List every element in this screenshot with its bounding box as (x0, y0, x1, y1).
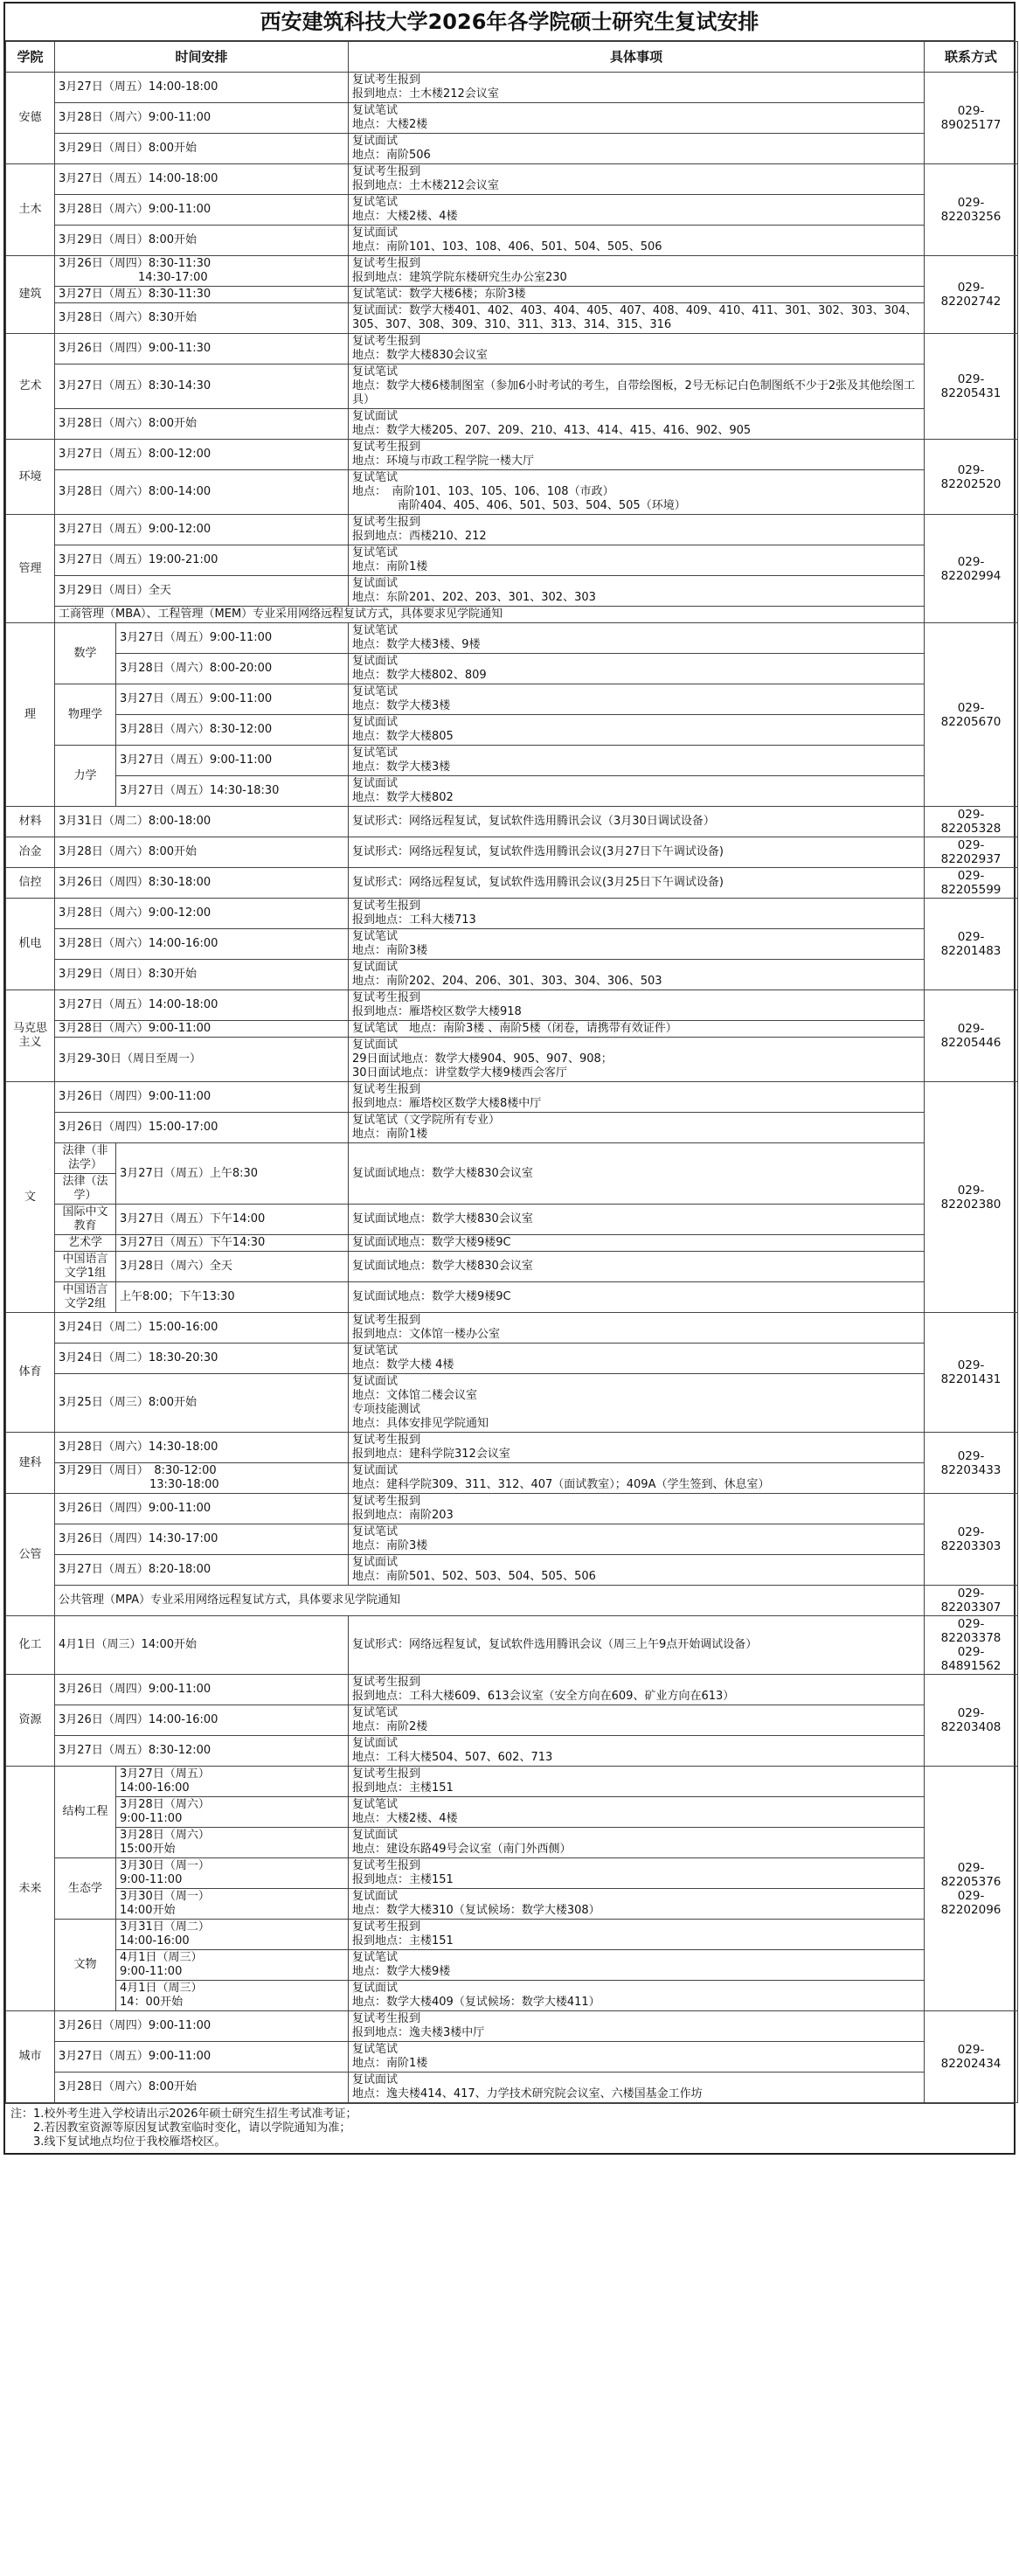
table-row (6, 1675, 1018, 1705)
time-cell: 3月28日（周六）8:00开始 (55, 409, 349, 440)
college-name: 建筑 (6, 256, 55, 334)
table-row (6, 1736, 1018, 1767)
detail-cell: 复试考生报到 报到地点：逸夫楼3楼中厅 (349, 2011, 925, 2042)
table-row (6, 1524, 1018, 1555)
college-name: 机电 (6, 899, 55, 990)
table-row (6, 807, 1018, 837)
major-name: 生态学 (55, 1858, 116, 1920)
college-note-phone: 029-82203307 (925, 1586, 1018, 1616)
time-cell: 3月27日（周五）14:30-18:30 (116, 776, 349, 807)
table-row (6, 287, 1018, 303)
college-name: 信控 (6, 868, 55, 899)
table-row (6, 1981, 1018, 2011)
table-row (6, 164, 1018, 195)
table-row (6, 1038, 1018, 1082)
detail-cell: 复试形式：网络远程复试，复试软件选用腾讯会议（周三上午9点开始调试设备） (349, 1616, 925, 1675)
time-cell: 3月26日（周四）8:30-11:30 14:30-17:00 (55, 256, 349, 287)
time-cell: 3月28日（周六） 9:00-11:00 (116, 1797, 349, 1828)
detail-cell: 复试面试 地点：数学大楼802、809 (349, 654, 925, 684)
major-name: 法律（非法学） (55, 1143, 116, 1174)
table-row (6, 715, 1018, 746)
major-name: 数学 (55, 623, 116, 684)
detail-cell: 复试面试 地点：东阶201、202、203、301、302、303 (349, 576, 925, 607)
schedule-table (5, 41, 1018, 2103)
table-row (6, 226, 1018, 256)
time-cell: 3月27日（周五）9:00-11:00 (116, 746, 349, 776)
detail-cell: 复试笔试 地点：南阶1楼 (349, 545, 925, 576)
table-row (6, 515, 1018, 545)
detail-cell: 复试笔试 地点：大楼2楼 (349, 103, 925, 134)
major-name: 物理学 (55, 684, 116, 746)
table-row (6, 134, 1018, 164)
time-cell: 3月27日（周五）9:00-12:00 (55, 515, 349, 545)
detail-cell: 复试面试 地点：建科学院309、311、312、407（面试教室）；409A（学生签到、休息室） (349, 1463, 925, 1494)
time-cell: 3月24日（周二）18:30-20:30 (55, 1344, 349, 1374)
table-row (6, 1082, 1018, 1113)
college-note: 公共管理（MPA）专业采用网络远程复试方式，具体要求见学院通知 (55, 1586, 925, 1616)
time-cell: 3月25日（周三）8:00开始 (55, 1374, 349, 1433)
detail-cell: 复试笔试 地点：数学大楼3楼 (349, 746, 925, 776)
time-cell: 3月28日（周六）9:00-11:00 (55, 103, 349, 134)
college-name: 艺术 (6, 334, 55, 440)
detail-cell: 复试面试 地点：南阶101、103、108、406、501、504、505、506 (349, 226, 925, 256)
table-row (6, 1705, 1018, 1736)
college-phone: 029-89025177 (925, 73, 1018, 164)
table-row (6, 1920, 1018, 1950)
college-name: 建科 (6, 1433, 55, 1494)
table-row (6, 440, 1018, 470)
time-cell: 3月26日（周四）9:00-11:30 (55, 334, 349, 365)
detail-cell: 复试笔试 地点：数学大楼3楼、9楼 (349, 623, 925, 654)
table-row (6, 545, 1018, 576)
college-name: 材料 (6, 807, 55, 837)
college-name: 冶金 (6, 837, 55, 868)
detail-cell: 复试笔试 地点：大楼2楼、4楼 (349, 195, 925, 226)
time-cell: 3月28日（周六）9:00-12:00 (55, 899, 349, 929)
table-row (6, 1828, 1018, 1858)
time-cell: 3月27日（周五）下午14:30 (116, 1235, 349, 1252)
detail-cell: 复试考生报到 报到地点：南阶203 (349, 1494, 925, 1524)
time-cell: 3月26日（周四）9:00-11:00 (55, 1082, 349, 1113)
header-row (6, 42, 1018, 73)
time-cell: 3月26日（周四）14:30-17:00 (55, 1524, 349, 1555)
table-row (6, 929, 1018, 960)
time-cell: 3月27日（周五）下午14:00 (116, 1205, 349, 1235)
detail-cell: 复试面试 地点：南阶506 (349, 134, 925, 164)
header-detail: 具体事项 (349, 42, 925, 73)
page-title: 西安建筑科技大学2026年各学院硕士研究生复试安排 (5, 3, 1014, 41)
detail-cell: 复试面试地点：数学大楼830会议室 (349, 1252, 925, 1282)
time-cell: 3月28日（周六）8:00开始 (55, 837, 349, 868)
time-cell: 3月28日（周六）8:00开始 (55, 2073, 349, 2103)
table-row (6, 103, 1018, 134)
college-name: 环境 (6, 440, 55, 515)
time-cell: 3月27日（周五）14:00-18:00 (55, 164, 349, 195)
table-row (6, 1313, 1018, 1344)
college-phone: 029-82205446 (925, 990, 1018, 1082)
footnotes: 注：1.校外考生进入学校请出示2026年硕士研究生招生考试准考证； 2.若因教室资源等原因复试教室临时变化，请以学院通知为准； 3.线下复试地点均位于我校雁塔校区。 (5, 2103, 1014, 2153)
detail-cell: 复试考生报到 报到地点：雁塔校区数学大楼8楼中厅 (349, 1082, 925, 1113)
detail-cell: 复试形式：网络远程复试，复试软件选用腾讯会议(3月27日下午调试设备) (349, 837, 925, 868)
major-name: 中国语言文学1组 (55, 1252, 116, 1282)
college-phone: 029-82205670 (925, 623, 1018, 807)
detail-cell: 复试形式：网络远程复试，复试软件选用腾讯会议（3月30日调试设备） (349, 807, 925, 837)
detail-cell: 复试笔试 地点：数学大楼3楼 (349, 684, 925, 715)
college-phone: 029-82202742 (925, 256, 1018, 334)
detail-cell: 复试面试地点：数学大楼830会议室 (349, 1143, 925, 1205)
time-cell: 3月26日（周四）8:30-18:00 (55, 868, 349, 899)
detail-cell: 复试面试 地点：数学大楼802 (349, 776, 925, 807)
table-row (6, 1235, 1018, 1252)
college-phone: 029-82203378 029-84891562 (925, 1616, 1018, 1675)
time-cell: 4月1日（周三） 14：00开始 (116, 1981, 349, 2011)
table-row (6, 1205, 1018, 1235)
time-cell: 3月28日（周六）8:30开始 (55, 303, 349, 334)
time-cell: 3月28日（周六）9:00-11:00 (55, 1021, 349, 1038)
time-cell: 3月28日（周六）14:30-18:00 (55, 1433, 349, 1463)
table-row (6, 1586, 1018, 1616)
time-cell: 3月28日（周六）8:00-20:00 (116, 654, 349, 684)
detail-cell: 复试笔试 地点：南阶2楼 (349, 1705, 925, 1736)
college-name: 城市 (6, 2011, 55, 2103)
college-name: 管理 (6, 515, 55, 623)
detail-cell: 复试笔试 地点：数学大楼 4楼 (349, 1344, 925, 1374)
time-cell: 3月26日（周四）9:00-11:00 (55, 1675, 349, 1705)
major-name: 中国语言文学2组 (55, 1282, 116, 1313)
table-row (6, 576, 1018, 607)
college-phone: 029-82205599 (925, 868, 1018, 899)
college-name: 文 (6, 1082, 55, 1313)
major-name: 艺术学 (55, 1235, 116, 1252)
table-row (6, 256, 1018, 287)
detail-cell: 复试考生报到 报到地点：主楼151 (349, 1858, 925, 1889)
time-cell: 4月1日（周三）14:00开始 (55, 1616, 349, 1675)
detail-cell: 复试面试 地点：南阶202、204、206、301、303、304、306、503 (349, 960, 925, 990)
table-row (6, 1021, 1018, 1038)
table-row (6, 365, 1018, 409)
time-cell: 3月28日（周六）14:00-16:00 (55, 929, 349, 960)
table-row (6, 868, 1018, 899)
time-cell: 3月27日（周五）8:30-14:30 (55, 365, 349, 409)
detail-cell: 复试面试地点：数学大楼9楼9C (349, 1235, 925, 1252)
time-cell: 3月29日（周日）全天 (55, 576, 349, 607)
college-name: 马克思 主义 (6, 990, 55, 1082)
college-phone: 029-82203408 (925, 1675, 1018, 1767)
time-cell: 3月27日（周五）8:30-11:30 (55, 287, 349, 303)
table-row (6, 1950, 1018, 1981)
time-cell: 3月29日（周日） 8:30-12:00 13:30-18:00 (55, 1463, 349, 1494)
detail-cell: 复试笔试 地点：南阶1楼 (349, 2042, 925, 2073)
detail-cell: 复试考生报到 报到地点：建筑学院东楼研究生办公室230 (349, 256, 925, 287)
college-name: 资源 (6, 1675, 55, 1767)
major-name: 力学 (55, 746, 116, 807)
table-row (6, 607, 1018, 623)
table-row (6, 195, 1018, 226)
header-college: 学院 (6, 42, 55, 73)
detail-cell: 复试考生报到 报到地点：雁塔校区数学大楼918 (349, 990, 925, 1021)
college-name: 土木 (6, 164, 55, 256)
detail-cell: 复试考生报到 报到地点：工科大楼713 (349, 899, 925, 929)
detail-cell: 复试面试 地点：工科大楼504、507、602、713 (349, 1736, 925, 1767)
header-contact: 联系方式 (925, 42, 1018, 73)
detail-cell: 复试考生报到 报到地点：工科大楼609、613会议室（安全方向在609、矿业方向在613） (349, 1675, 925, 1705)
time-cell: 3月27日（周五）8:20-18:00 (55, 1555, 349, 1586)
table-row (6, 837, 1018, 868)
table-row (6, 303, 1018, 334)
major-name: 法律（法学） (55, 1174, 116, 1205)
table-row (6, 684, 1018, 715)
table-row (6, 1616, 1018, 1675)
college-phone: 029-82205328 (925, 807, 1018, 837)
time-cell: 上午8:00；下午13:30 (116, 1282, 349, 1313)
college-name: 理 (6, 623, 55, 807)
time-cell: 3月29日（周日）8:30开始 (55, 960, 349, 990)
detail-cell: 复试面试地点：数学大楼9楼9C (349, 1282, 925, 1313)
time-cell: 3月27日（周五）14:00-18:00 (55, 990, 349, 1021)
college-phone: 029-82203433 (925, 1433, 1018, 1494)
time-cell: 3月29日（周日）8:00开始 (55, 134, 349, 164)
detail-cell: 复试面试 地点：建设东路49号会议室（南门外西侧） (349, 1828, 925, 1858)
time-cell: 3月28日（周六） 15:00开始 (116, 1828, 349, 1858)
table-row (6, 1143, 1018, 1174)
table-row (6, 2042, 1018, 2073)
detail-cell: 复试笔试 地点：南阶3楼 (349, 1524, 925, 1555)
college-note: 工商管理（MBA）、工程管理（MEM）专业采用网络远程复试方式，具体要求见学院通知 (55, 607, 925, 623)
time-cell: 3月27日（周五）9:00-11:00 (55, 2042, 349, 2073)
schedule-sheet (3, 2, 1016, 2155)
detail-cell: 复试面试 地点：数学大楼805 (349, 715, 925, 746)
college-phone: 029-82201483 (925, 899, 1018, 990)
table-row (6, 746, 1018, 776)
time-cell: 3月28日（周六）9:00-11:00 (55, 195, 349, 226)
time-cell: 3月30日（周一） 14:00开始 (116, 1889, 349, 1920)
table-row (6, 334, 1018, 365)
detail-cell: 复试考生报到 地点：环境与市政工程学院一楼大厅 (349, 440, 925, 470)
time-cell: 3月26日（周四）9:00-11:00 (55, 2011, 349, 2042)
major-name: 结构工程 (55, 1767, 116, 1858)
time-cell: 3月27日（周五）9:00-11:00 (116, 623, 349, 654)
time-cell: 3月24日（周二）15:00-16:00 (55, 1313, 349, 1344)
detail-cell: 复试笔试 地点：南阶3楼 (349, 929, 925, 960)
table-row (6, 1463, 1018, 1494)
table-row (6, 776, 1018, 807)
detail-cell: 复试笔试：数学大楼6楼；东阶3楼 (349, 287, 925, 303)
detail-cell: 复试考生报到 报到地点：文体馆一楼办公室 (349, 1313, 925, 1344)
college-name: 安德 (6, 73, 55, 164)
college-name: 公管 (6, 1494, 55, 1616)
header-time: 时间安排 (55, 42, 349, 73)
college-phone: 029-82202380 (925, 1082, 1018, 1313)
detail-cell: 复试形式：网络远程复试，复试软件选用腾讯会议(3月25日下午调试设备) (349, 868, 925, 899)
time-cell: 3月26日（周四）15:00-17:00 (55, 1113, 349, 1143)
table-row (6, 1555, 1018, 1586)
detail-cell: 复试面试 地点：数学大楼409（复试候场：数学大楼411） (349, 1981, 925, 2011)
schedule-body (6, 73, 1018, 2103)
time-cell: 3月26日（周四）9:00-11:00 (55, 1494, 349, 1524)
detail-cell: 复试考生报到 地点：数学大楼830会议室 (349, 334, 925, 365)
table-row (6, 1433, 1018, 1463)
detail-cell: 复试面试 地点：逸夫楼414、417、力学技术研究院会议室、六楼国基金工作坊 (349, 2073, 925, 2103)
college-name: 体育 (6, 1313, 55, 1433)
time-cell: 3月28日（周六）全天 (116, 1252, 349, 1282)
table-row (6, 623, 1018, 654)
table-row (6, 1767, 1018, 1797)
table-row (6, 1858, 1018, 1889)
detail-cell: 复试面试：数学大楼401、402、403、404、405、407、408、409、410、411、301、302、303、304、305、307、308、309、310、311、313、314、315、316 (349, 303, 925, 334)
detail-cell: 复试面试 地点：文体馆二楼会议室 专项技能测试 地点：具体安排见学院通知 (349, 1374, 925, 1433)
table-row (6, 1889, 1018, 1920)
detail-cell: 复试笔试（文学院所有专业） 地点：南阶1楼 (349, 1113, 925, 1143)
table-row (6, 1374, 1018, 1433)
major-name: 文物 (55, 1920, 116, 2011)
college-phone: 029-82201431 (925, 1313, 1018, 1433)
table-row (6, 409, 1018, 440)
detail-cell: 复试考生报到 报到地点：土木楼212会议室 (349, 164, 925, 195)
time-cell: 3月28日（周六）8:30-12:00 (116, 715, 349, 746)
time-cell: 3月31日（周二）8:00-18:00 (55, 807, 349, 837)
table-row (6, 960, 1018, 990)
time-cell: 3月29日（周日）8:00开始 (55, 226, 349, 256)
table-row (6, 990, 1018, 1021)
time-cell: 3月27日（周五）8:30-12:00 (55, 1736, 349, 1767)
time-cell: 3月27日（周五） 14:00-16:00 (116, 1767, 349, 1797)
detail-cell: 复试面试 29日面试地点：数学大楼904、905、907、908； 30日面试地点：讲堂数学大楼9楼西会客厅 (349, 1038, 925, 1082)
college-phone: 029-82202434 (925, 2011, 1018, 2103)
college-phone: 029-82202937 (925, 837, 1018, 868)
time-cell: 3月27日（周五）14:00-18:00 (55, 73, 349, 103)
time-cell: 3月29-30日（周日至周一） (55, 1038, 349, 1082)
table-row (6, 1252, 1018, 1282)
college-phone: 029-82203256 (925, 164, 1018, 256)
college-name: 未来 (6, 1767, 55, 2011)
detail-cell: 复试考生报到 报到地点：主楼151 (349, 1767, 925, 1797)
detail-cell: 复试考生报到 报到地点：主楼151 (349, 1920, 925, 1950)
detail-cell: 复试面试 地点：南阶501、502、503、504、505、506 (349, 1555, 925, 1586)
time-cell: 4月1日（周三） 9:00-11:00 (116, 1950, 349, 1981)
time-cell: 3月31日（周二） 14:00-16:00 (116, 1920, 349, 1950)
detail-cell: 复试笔试 地点：数学大楼9楼 (349, 1950, 925, 1981)
college-phone: 029-82202520 (925, 440, 1018, 515)
time-cell: 3月26日（周四）14:00-16:00 (55, 1705, 349, 1736)
time-cell: 3月30日（周一） 9:00-11:00 (116, 1858, 349, 1889)
college-phone: 029-82205376 029-82202096 (925, 1767, 1018, 2011)
time-cell: 3月27日（周五）上午8:30 (116, 1143, 349, 1205)
detail-cell: 复试考生报到 报到地点：土木楼212会议室 (349, 73, 925, 103)
detail-cell: 复试笔试 地点： 南阶101、103、105、106、108（市政） 南阶404、405、406、501、503、504、505（环境） (349, 470, 925, 515)
table-row (6, 899, 1018, 929)
table-row (6, 1344, 1018, 1374)
college-phone: 029-82203303 (925, 1494, 1018, 1586)
time-cell: 3月27日（周五）19:00-21:00 (55, 545, 349, 576)
detail-cell: 复试面试地点：数学大楼830会议室 (349, 1205, 925, 1235)
major-name: 国际中文教育 (55, 1205, 116, 1235)
college-phone: 029-82202994 (925, 515, 1018, 623)
detail-cell: 复试考生报到 报到地点：西楼210、212 (349, 515, 925, 545)
table-row (6, 470, 1018, 515)
table-row (6, 1282, 1018, 1313)
detail-cell: 复试笔试 地点：南阶3楼 、南阶5楼（闭卷，请携带有效证件） (349, 1021, 925, 1038)
detail-cell: 复试面试 地点：数学大楼205、207、209、210、413、414、415、416、902、905 (349, 409, 925, 440)
table-row (6, 2011, 1018, 2042)
college-phone: 029-82205431 (925, 334, 1018, 440)
table-row (6, 73, 1018, 103)
detail-cell: 复试面试 地点：数学大楼310（复试候场：数学大楼308） (349, 1889, 925, 1920)
detail-cell: 复试考生报到 报到地点：建科学院312会议室 (349, 1433, 925, 1463)
table-row (6, 1797, 1018, 1828)
table-row (6, 1494, 1018, 1524)
college-name: 化工 (6, 1616, 55, 1675)
time-cell: 3月27日（周五）8:00-12:00 (55, 440, 349, 470)
table-row (6, 1113, 1018, 1143)
table-row (6, 654, 1018, 684)
table-row (6, 2073, 1018, 2103)
detail-cell: 复试笔试 地点：大楼2楼、4楼 (349, 1797, 925, 1828)
time-cell: 3月27日（周五）9:00-11:00 (116, 684, 349, 715)
time-cell: 3月28日（周六）8:00-14:00 (55, 470, 349, 515)
detail-cell: 复试笔试 地点：数学大楼6楼制图室（参加6小时考试的考生，自带绘图板，2号无标记白色制图纸不少于2张及其他绘图工具） (349, 365, 925, 409)
